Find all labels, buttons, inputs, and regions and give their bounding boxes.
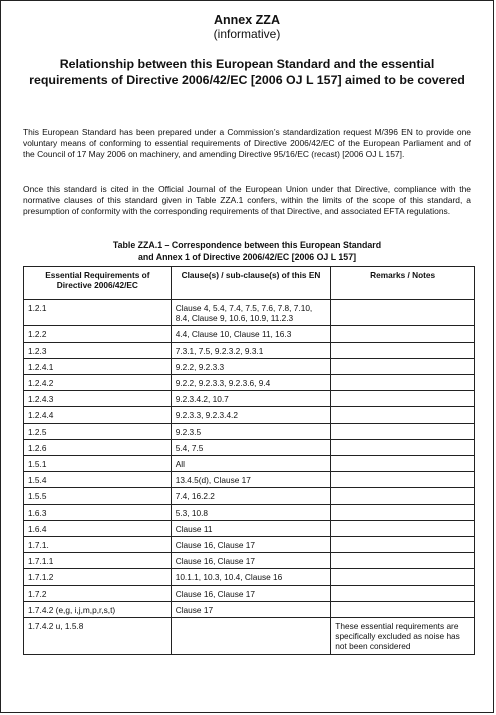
- requirement-cell: 1.2.5: [24, 423, 172, 439]
- table-row: [24, 537, 475, 553]
- paragraph-presumption: Once this standard is cited in the Official Journal of the European Union under that Directive, compliance with the normative clauses of this standard given in Table ZZA.1 confers, within the limits of the scope of this standard, a presumption of conformity with the corresponding requirements of that Directive, and associated EFTA regulations.: [23, 184, 471, 216]
- clauses-cell: All: [171, 456, 331, 472]
- table-row: [24, 423, 475, 439]
- annex-heading: Relationship between this European Standard and the essential requirements of Directive 2006/42/EC [2006 OJ L 157] aimed to be covered: [29, 57, 465, 87]
- table-row: [24, 504, 475, 520]
- clauses-cell: Clause 16, Clause 17: [171, 537, 331, 553]
- clauses-cell: 9.2.2, 9.2.3.3, 9.2.3.6, 9.4: [171, 375, 331, 391]
- requirement-cell: 1.2.4.3: [24, 391, 172, 407]
- table-body: [24, 300, 475, 655]
- remarks-cell: These essential requirements are specifically excluded as noise has not been considered: [331, 618, 475, 655]
- remarks-cell: [331, 520, 475, 536]
- table-caption: [1, 240, 493, 263]
- requirement-cell: 1.2.4.1: [24, 358, 172, 374]
- clauses-cell: Clause 11: [171, 520, 331, 536]
- clauses-cell: 7.3.1, 7.5, 9.2.3.2, 9.3.1: [171, 342, 331, 358]
- requirement-cell: 1.7.1.1: [24, 553, 172, 569]
- table-header-row: [24, 267, 475, 300]
- remarks-cell: [331, 456, 475, 472]
- table-row: [24, 358, 475, 374]
- remarks-cell: [331, 585, 475, 601]
- requirement-cell: 1.2.1: [24, 300, 172, 326]
- clauses-cell: 9.2.3.5: [171, 423, 331, 439]
- annex-title: Annex ZZA: [214, 13, 280, 27]
- clauses-cell: Clause 4, 5.4, 7.4, 7.5, 7.6, 7.8, 7.10, 8.4, Clause 9, 10.6, 10.9, 11.2.3: [171, 300, 331, 326]
- requirement-cell: 1.2.6: [24, 439, 172, 455]
- table-row: [24, 439, 475, 455]
- clauses-cell: 10.1.1, 10.3, 10.4, Clause 16: [171, 569, 331, 585]
- requirement-cell: 1.6.3: [24, 504, 172, 520]
- clauses-cell: 5.4, 7.5: [171, 439, 331, 455]
- remarks-cell: [331, 326, 475, 342]
- remarks-cell: [331, 472, 475, 488]
- header-remarks: Remarks / Notes: [331, 267, 475, 300]
- table-caption-line2: and Annex 1 of Directive 2006/42/EC [2006 OJ L 157]: [137, 251, 357, 262]
- table-row: [24, 300, 475, 326]
- remarks-cell: [331, 601, 475, 617]
- clauses-cell: 4.4, Clause 10, Clause 11, 16.3: [171, 326, 331, 342]
- remarks-cell: [331, 553, 475, 569]
- annex-subtitle: (informative): [213, 27, 281, 41]
- clauses-cell: Clause 16, Clause 17: [171, 585, 331, 601]
- clauses-cell: Clause 16, Clause 17: [171, 553, 331, 569]
- table-row: [24, 569, 475, 585]
- requirement-cell: 1.5.1: [24, 456, 172, 472]
- table-row: [24, 375, 475, 391]
- table-row: [24, 618, 475, 655]
- correspondence-table: [23, 266, 475, 655]
- requirement-cell: 1.5.4: [24, 472, 172, 488]
- clauses-cell: 9.2.3.4.2, 10.7: [171, 391, 331, 407]
- remarks-cell: [331, 358, 475, 374]
- remarks-cell: [331, 391, 475, 407]
- clauses-cell: 9.2.2, 9.2.3.3: [171, 358, 331, 374]
- requirement-cell: 1.5.5: [24, 488, 172, 504]
- requirement-cell: 1.6.4: [24, 520, 172, 536]
- remarks-cell: [331, 423, 475, 439]
- clauses-cell: Clause 17: [171, 601, 331, 617]
- table-row: [24, 326, 475, 342]
- table-row: [24, 342, 475, 358]
- remarks-cell: [331, 342, 475, 358]
- table-row: [24, 472, 475, 488]
- requirement-cell: 1.2.4.4: [24, 407, 172, 423]
- table-row: [24, 553, 475, 569]
- remarks-cell: [331, 504, 475, 520]
- requirement-cell: 1.7.4.2 u, 1.5.8: [24, 618, 172, 655]
- remarks-cell: [331, 375, 475, 391]
- requirement-cell: 1.2.2: [24, 326, 172, 342]
- table-row: [24, 520, 475, 536]
- remarks-cell: [331, 407, 475, 423]
- requirement-cell: 1.2.3: [24, 342, 172, 358]
- table-row: [24, 407, 475, 423]
- remarks-cell: [331, 569, 475, 585]
- requirement-cell: 1.7.1.2: [24, 569, 172, 585]
- requirement-cell: 1.2.4.2: [24, 375, 172, 391]
- requirement-cell: 1.7.1.: [24, 537, 172, 553]
- remarks-cell: [331, 300, 475, 326]
- clauses-cell: [171, 618, 331, 655]
- remarks-cell: [331, 488, 475, 504]
- table-row: [24, 601, 475, 617]
- remarks-cell: [331, 439, 475, 455]
- clauses-cell: 5.3, 10.8: [171, 504, 331, 520]
- table-caption-line1: Table ZZA.1 – Correspondence between this European Standard: [112, 240, 382, 250]
- paragraph-request: This European Standard has been prepared under a Commission’s standardization request M/396 EN to provide one voluntary means of conforming to essential requirements of Directive 2006/42/EC of the European Parliament and of the Council of 17 May 2006 on machinery, and amending Directive 95/16/EC (recast) [2006 OJ L 157].: [23, 127, 471, 159]
- requirement-cell: 1.7.4.2 (e,g, i,j,m,p,r,s,t): [24, 601, 172, 617]
- clauses-cell: 13.4.5(d), Clause 17: [171, 472, 331, 488]
- clauses-cell: 7.4, 16.2.2: [171, 488, 331, 504]
- table-row: [24, 456, 475, 472]
- table-row: [24, 391, 475, 407]
- header-essential-requirements: Essential Requirements of Directive 2006/42/EC: [24, 267, 172, 300]
- header-clauses: Clause(s) / sub-clause(s) of this EN: [171, 267, 331, 300]
- clauses-cell: 9.2.3.3, 9.2.3.4.2: [171, 407, 331, 423]
- remarks-cell: [331, 537, 475, 553]
- table-row: [24, 488, 475, 504]
- requirement-cell: 1.7.2: [24, 585, 172, 601]
- table-row: [24, 585, 475, 601]
